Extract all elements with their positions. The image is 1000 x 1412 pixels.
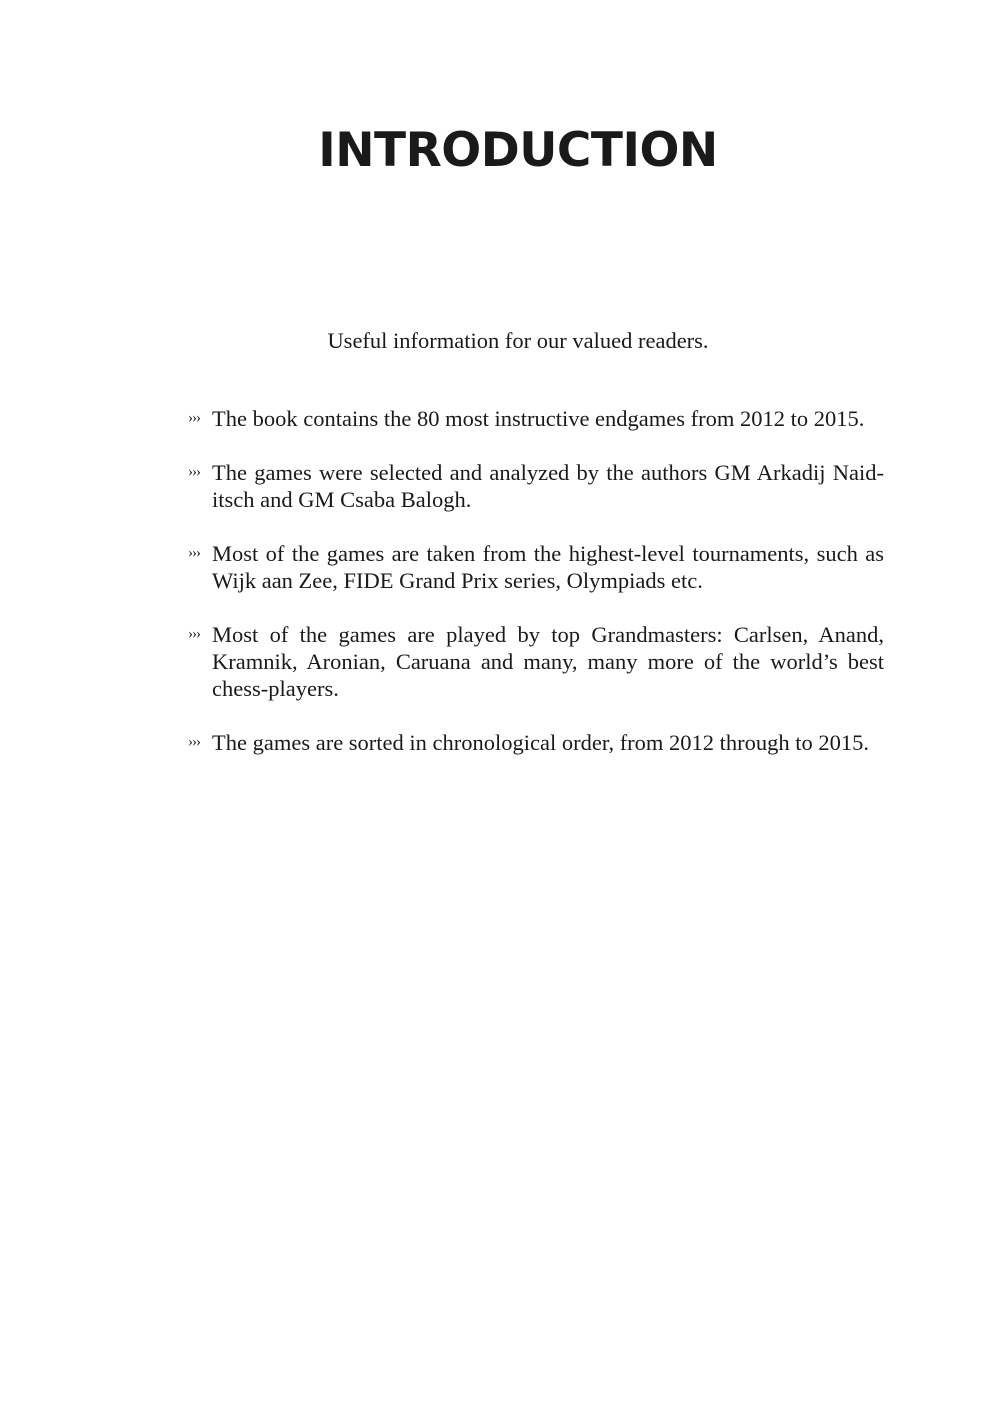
bullet-list — [188, 405, 884, 783]
page-subtitle: Useful information for our valued readers. — [327, 328, 709, 353]
list-item-text: Most of the games are played by top Grandmasters: Carlsen, Anand, Kramnik, Aronian, Caruana and many, many more of the world’s best chess-players. — [212, 622, 884, 701]
list-item — [188, 405, 884, 432]
list-item — [188, 459, 884, 513]
bullet-marker-icon: ››› — [188, 734, 200, 750]
bullet-marker-icon: ››› — [188, 626, 200, 642]
bullet-marker-icon: ››› — [188, 545, 200, 561]
bullet-marker-icon: ››› — [188, 464, 200, 480]
list-item — [188, 621, 884, 702]
list-item-text: The games are sorted in chronological order, from 2012 through to 2015. — [212, 730, 870, 755]
list-item — [188, 540, 884, 594]
list-item-text: The games were selected and analyzed by the authors GM Arkadij Naid-itsch and GM Csaba Balogh. — [212, 460, 884, 512]
bullet-marker-icon: ››› — [188, 410, 200, 426]
list-item — [188, 729, 884, 756]
list-item-text: Most of the games are taken from the highest-level tournaments, such as Wijk aan Zee, FIDE Grand Prix series, Olympiads etc. — [212, 541, 884, 593]
page-title: INTRODUCTION — [318, 123, 718, 178]
list-item-text: The book contains the 80 most instructive endgames from 2012 to 2015. — [212, 406, 865, 431]
